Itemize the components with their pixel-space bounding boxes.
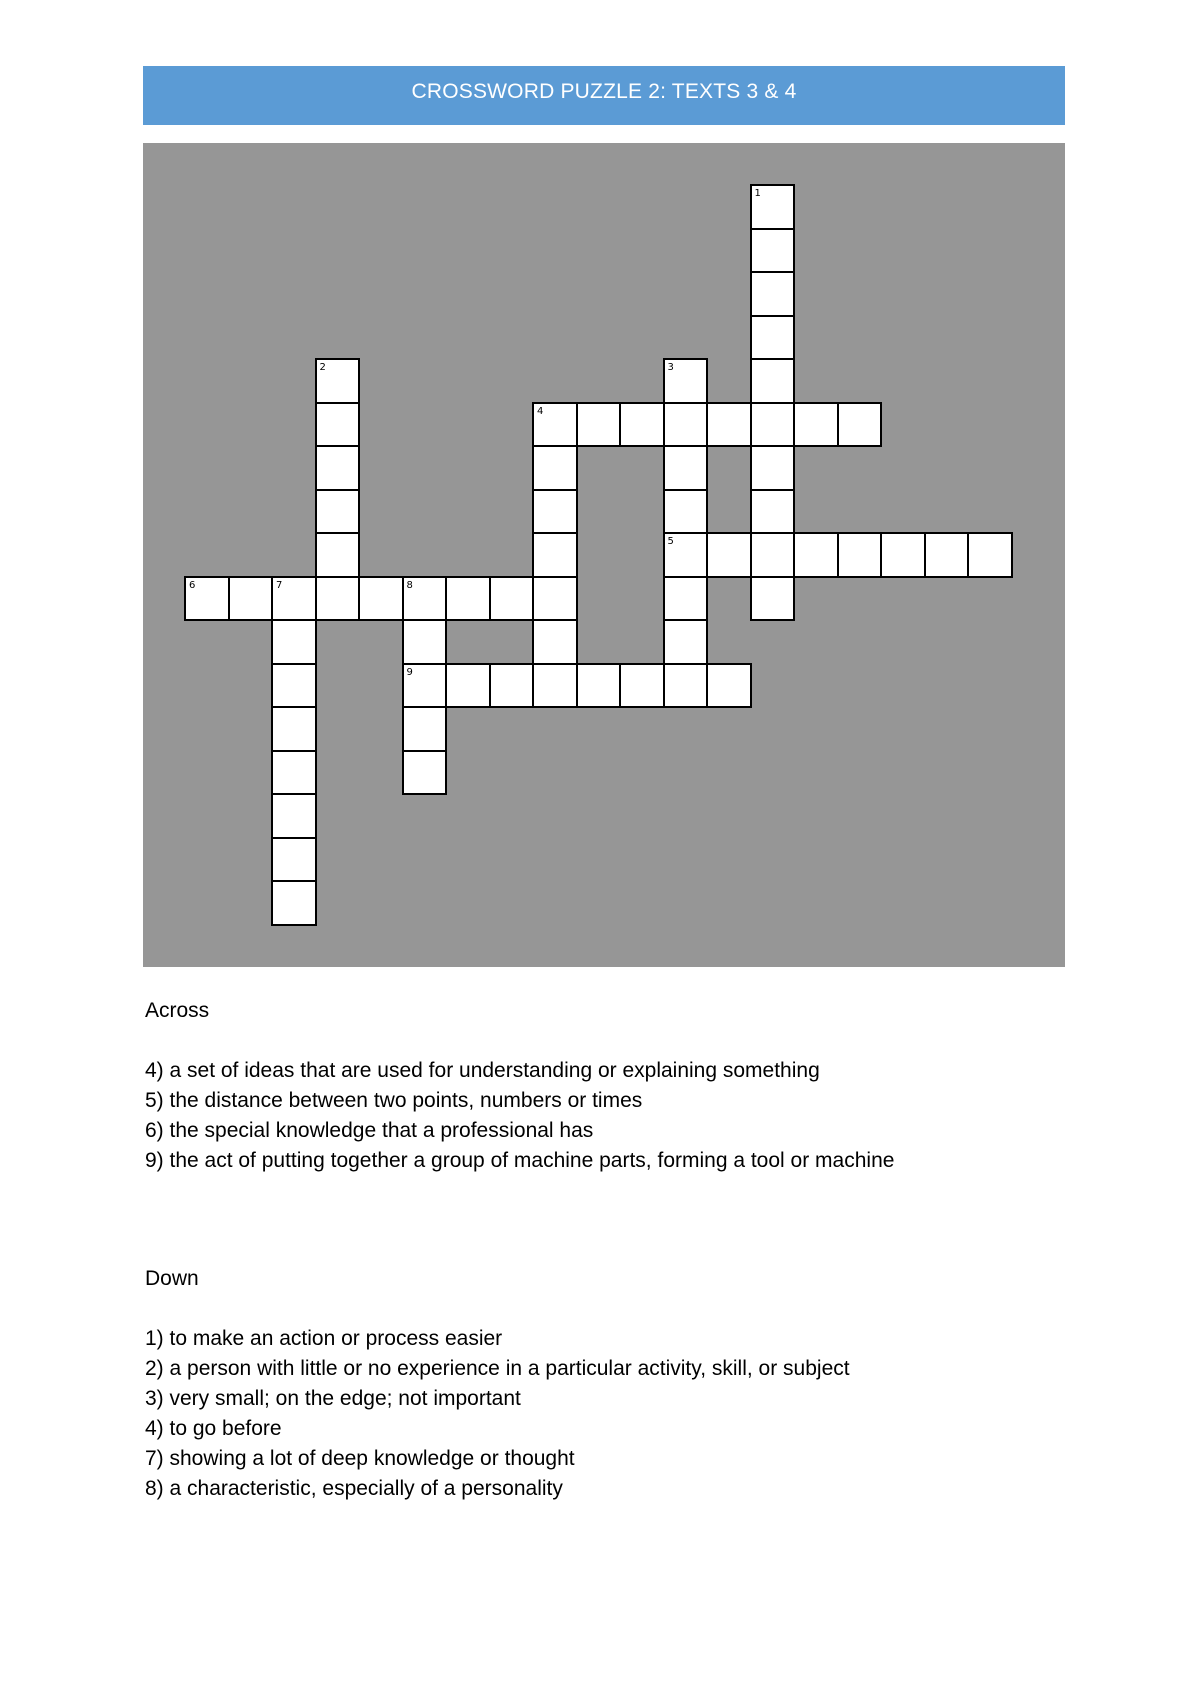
grid-cell[interactable] xyxy=(663,619,709,665)
down-clue: 1) to make an action or process easier xyxy=(145,1327,503,1350)
grid-cell[interactable] xyxy=(271,706,317,752)
across-heading: Across xyxy=(145,999,210,1022)
grid-cell[interactable] xyxy=(315,358,361,404)
grid-cell[interactable] xyxy=(402,706,448,752)
grid-cell[interactable] xyxy=(750,576,796,622)
clue-number: 4 xyxy=(537,405,544,417)
grid-cell[interactable] xyxy=(489,576,535,622)
down-clue-list xyxy=(145,1324,1065,1504)
grid-cell[interactable] xyxy=(750,184,796,230)
grid-cell[interactable] xyxy=(271,576,317,622)
clue-number: 2 xyxy=(319,362,326,373)
grid-cell[interactable] xyxy=(315,445,361,491)
grid-cell[interactable] xyxy=(663,445,709,491)
across-clue: 5) the distance between two points, numbers or times xyxy=(145,1089,643,1112)
clue-number: 9 xyxy=(406,666,413,678)
grid-cell[interactable] xyxy=(880,532,926,578)
grid-cell[interactable] xyxy=(837,402,883,448)
grid-cell[interactable] xyxy=(402,619,448,665)
grid-cell[interactable] xyxy=(750,532,796,578)
grid-cell[interactable] xyxy=(315,532,361,578)
grid-cell[interactable] xyxy=(619,663,665,709)
grid-cell[interactable] xyxy=(315,576,361,622)
grid-cell[interactable] xyxy=(271,837,317,883)
grid-cell[interactable] xyxy=(576,663,622,709)
grid-cell[interactable] xyxy=(271,793,317,839)
clue-number: 6 xyxy=(189,579,196,591)
page-title: CROSSWORD PUZZLE 2: TEXTS 3 & 4 xyxy=(411,79,797,103)
clue-number: 7 xyxy=(276,579,283,591)
grid-cell[interactable] xyxy=(271,619,317,665)
grid-cell[interactable] xyxy=(706,402,752,448)
grid-cell[interactable] xyxy=(184,576,230,622)
grid-cell[interactable] xyxy=(402,663,448,709)
grid-cell[interactable] xyxy=(793,402,839,448)
down-clue: 7) showing a lot of deep knowledge or thought xyxy=(145,1447,575,1470)
grid-cell[interactable] xyxy=(532,576,578,622)
grid-cell[interactable] xyxy=(532,663,578,709)
grid-cell[interactable] xyxy=(750,358,796,404)
clue-number: 5 xyxy=(667,536,674,547)
grid-cell[interactable] xyxy=(750,228,796,274)
grid-cell[interactable] xyxy=(750,315,796,361)
grid-cell[interactable] xyxy=(663,358,709,404)
grid-cell[interactable] xyxy=(750,402,796,448)
grid-cell[interactable] xyxy=(489,663,535,709)
grid-cell[interactable] xyxy=(663,532,709,578)
grid-cell[interactable] xyxy=(532,445,578,491)
clues-section xyxy=(145,996,1065,1504)
grid-cell[interactable] xyxy=(706,663,752,709)
grid-cell[interactable] xyxy=(271,880,317,926)
title-banner xyxy=(143,66,1065,125)
grid-cell[interactable] xyxy=(271,750,317,796)
grid-cell[interactable] xyxy=(663,576,709,622)
grid-cell[interactable] xyxy=(576,402,622,448)
grid-cell[interactable] xyxy=(663,489,709,535)
grid-cell[interactable] xyxy=(967,532,1013,578)
grid-cell[interactable] xyxy=(532,619,578,665)
down-heading: Down xyxy=(145,1267,199,1290)
grid-cell[interactable] xyxy=(706,532,752,578)
down-clue: 2) a person with little or no experience in a particular activity, skill, or subject xyxy=(145,1357,850,1380)
grid-cell[interactable] xyxy=(793,532,839,578)
crossword-grid xyxy=(143,143,1065,967)
grid-cell[interactable] xyxy=(532,532,578,578)
grid-cell[interactable] xyxy=(445,663,491,709)
clue-number: 8 xyxy=(406,579,413,591)
down-clue: 4) to go before xyxy=(145,1417,282,1440)
grid-cell[interactable] xyxy=(228,576,274,622)
grid-cell[interactable] xyxy=(271,663,317,709)
across-clue-list xyxy=(145,1056,1065,1176)
grid-cell[interactable] xyxy=(402,750,448,796)
grid-cell[interactable] xyxy=(315,489,361,535)
grid-cell[interactable] xyxy=(619,402,665,448)
clue-number: 1 xyxy=(754,188,761,199)
grid-cell[interactable] xyxy=(663,663,709,709)
down-clue: 3) very small; on the edge; not important xyxy=(145,1387,521,1410)
grid-cell[interactable] xyxy=(750,445,796,491)
grid-cell[interactable] xyxy=(837,532,883,578)
grid-cell[interactable] xyxy=(315,402,361,448)
grid-cell[interactable] xyxy=(402,576,448,622)
grid-cell[interactable] xyxy=(532,402,578,448)
down-clue: 8) a characteristic, especially of a personality xyxy=(145,1477,563,1500)
across-clue: 6) the special knowledge that a professional has xyxy=(145,1119,594,1142)
grid-cell[interactable] xyxy=(750,271,796,317)
grid-cell[interactable] xyxy=(924,532,970,578)
grid-cell[interactable] xyxy=(663,402,709,448)
clue-number: 3 xyxy=(667,362,674,373)
grid-cell[interactable] xyxy=(445,576,491,622)
across-clue: 9) the act of putting together a group of machine parts, forming a tool or machine xyxy=(145,1149,895,1172)
across-clue: 4) a set of ideas that are used for understanding or explaining something xyxy=(145,1059,820,1082)
grid-cell[interactable] xyxy=(532,489,578,535)
grid-cell[interactable] xyxy=(358,576,404,622)
grid-cell[interactable] xyxy=(750,489,796,535)
